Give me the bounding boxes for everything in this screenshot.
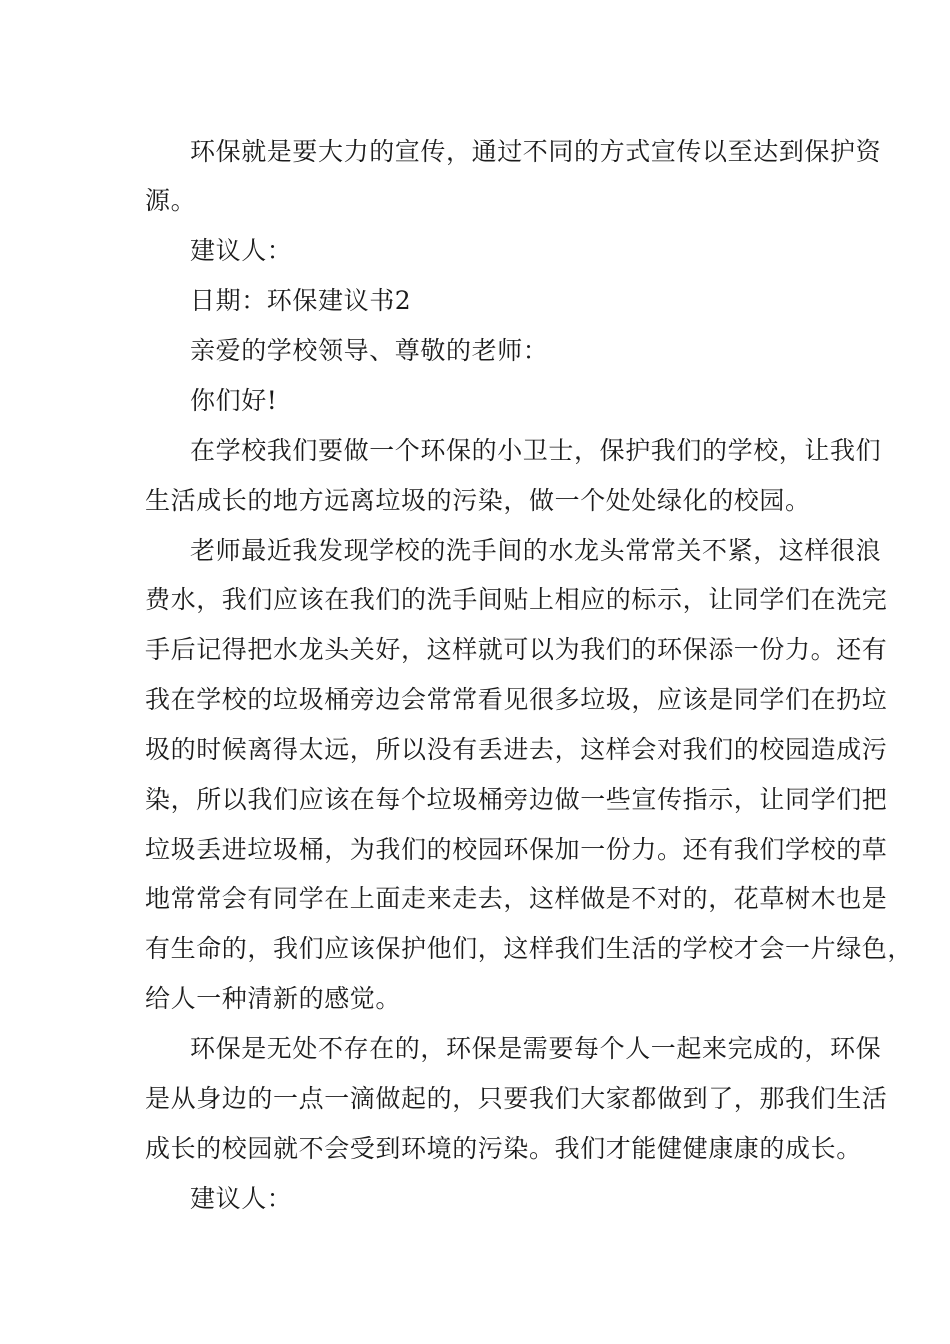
paragraph-line: 手后记得把水龙头关好，这样就可以为我们的环保添一份力。还有 <box>145 635 888 664</box>
paragraph-line: 给人一种清新的感觉。 <box>145 984 402 1013</box>
paragraph-line: 圾的时候离得太远，所以没有丢进去，这样会对我们的校园造成污 <box>145 735 888 764</box>
paragraph-line: 地常常会有同学在上面走来走去，这样做是不对的，花草树木也是 <box>145 884 888 913</box>
paragraph-line: 是从身边的一点一滴做起的，只要我们大家都做到了，那我们生活 <box>145 1084 888 1113</box>
paragraph-line: 染，所以我们应该在每个垃圾桶旁边做一些宣传指示，让同学们把 <box>145 785 888 814</box>
paragraph-line: 我在学校的垃圾桶旁边会常常看见很多垃圾，应该是同学们在扔垃 <box>145 685 888 714</box>
paragraph-line: 源。 <box>145 186 197 215</box>
date-line: 日期：环保建议书2 <box>190 286 412 315</box>
paragraph-line: 垃圾丢进垃圾桶，为我们的校园环保加一份力。还有我们学校的草 <box>145 835 888 864</box>
paragraph-line: 环保就是要大力的宣传，通过不同的方式宣传以至达到保护资 <box>190 137 882 166</box>
greeting: 你们好! <box>190 386 278 415</box>
paragraph-line: 老师最近我发现学校的洗手间的水龙头常常关不紧，这样很浪 <box>190 536 882 565</box>
paragraph-line: 有生命的，我们应该保护他们，这样我们生活的学校才会一片绿色， <box>145 934 914 963</box>
paragraph-line: 成长的校园就不会受到环境的污染。我们才能健健康康的成长。 <box>145 1134 862 1163</box>
signature-label: 建议人： <box>190 1184 293 1213</box>
signature-label: 建议人： <box>190 236 293 265</box>
paragraph-line: 费水，我们应该在我们的洗手间贴上相应的标示，让同学们在洗完 <box>145 585 888 614</box>
salutation: 亲爱的学校领导、尊敬的老师： <box>190 336 549 365</box>
paragraph-line: 环保是无处不存在的，环保是需要每个人一起来完成的，环保 <box>190 1034 882 1063</box>
paragraph-line: 在学校我们要做一个环保的小卫士，保护我们的学校，让我们 <box>190 436 882 465</box>
paragraph-line: 生活成长的地方远离垃圾的污染，做一个处处绿化的校园。 <box>145 486 811 515</box>
